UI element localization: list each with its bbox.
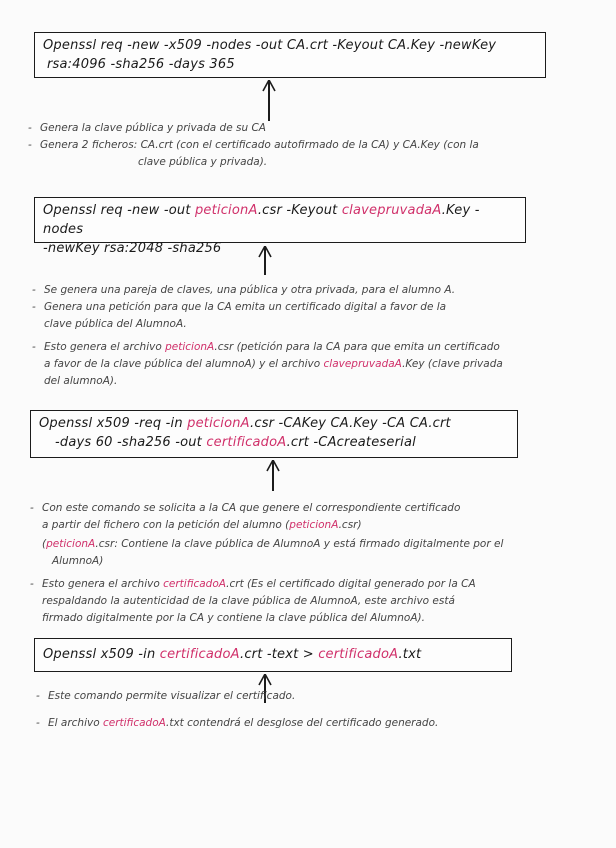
notes-4 [36,688,596,732]
command-box-3 [30,410,518,458]
note-2-1: - Se genera una pareja de claves, una pública y otra privada, para el alumno A. [32,284,456,296]
command-1-line-1: Openssl req -new -x509 -nodes -out CA.crt -Keyout CA.Key -newKey [43,38,497,53]
note-3-5: - Esto genera el archivo certificadoA.crt (Es el certificado digital generado por la CA [30,578,476,590]
command-4-line-1: Openssl x509 -in certificadoA.crt -text > certificadoA.txt [43,647,422,662]
note-3-3: (peticionA.csr: Contiene la clave pública de AlumnoA y está firmado digitalmente por el [42,538,504,550]
note-4-1: - Este comando permite visualizar el certificado. [36,690,296,702]
note-3-1: - Con este comando se solicita a la CA que genere el correspondiente certificado [30,502,461,514]
command-box-2 [34,197,526,256]
up-arrow-2 [258,246,272,276]
notes-3 [30,500,600,627]
note-4-2: - El archivo certificadoA.txt contendrá el desglose del certificado generado. [36,717,439,729]
command-box-4 [34,638,512,672]
note-2-6: del alumnoA). [44,375,118,387]
note-2-2: - Genera una petición para que la CA emita un certificado digital a favor de la [32,301,447,313]
up-arrow-3 [266,460,280,492]
note-1-1: - Genera la clave pública y privada de su CA [28,122,266,134]
notes-2 [32,282,592,390]
note-2-5: a favor de la clave pública del alumnoA) y el archivo clavepruvadaA.Key (clave privada [44,358,503,370]
command-2-line-1: Openssl req -new -out peticionA.csr -Keyout clavepruvadaA.Key -nodes [43,203,480,237]
command-3-line-2: -days 60 -sha256 -out certificadoA.crt -CAcreateserial [55,435,416,450]
note-1-2: - Genera 2 ficheros: CA.crt (con el certificado autofirmado de la CA) y CA.Key (con la [28,139,479,151]
note-1-3: clave pública y privada). [138,156,268,168]
command-3-line-1: Openssl x509 -req -in peticionA.csr -CAKey CA.Key -CA CA.crt [39,416,451,431]
note-2-3: clave pública del AlumnoA. [44,318,187,330]
command-1-line-2: rsa:4096 -sha256 -days 365 [47,57,235,72]
note-3-4: AlumnoA) [52,555,104,567]
up-arrow-1 [262,80,276,122]
command-box-1 [34,32,546,78]
note-3-7: firmado digitalmente por la CA y contiene la clave pública del AlumnoA). [42,612,425,624]
note-2-4: - Esto genera el archivo peticionA.csr (petición para la CA para que emita un certificado [32,341,500,353]
note-3-6: respaldando la autenticidad de la clave pública de AlumnoA, este archivo está [42,595,455,607]
notes-1 [28,120,588,171]
note-3-2: a partir del fichero con la petición del alumno (peticionA.csr) [42,519,362,531]
command-2-line-2: -newKey rsa:2048 -sha256 [43,241,222,256]
